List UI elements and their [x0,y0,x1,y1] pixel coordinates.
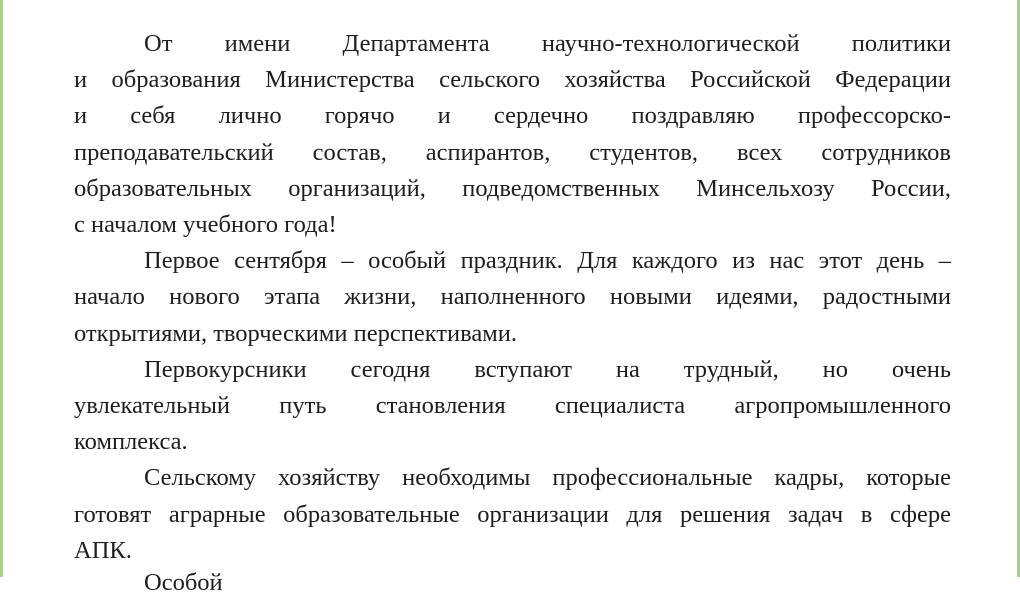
paragraph-first-september [74,243,951,352]
text-line: Первое сентября – особый праздник. Для каждого из нас этот день – [144,247,952,275]
letter-body [74,26,951,569]
cut-off-text: Особой [144,569,223,596]
text-line: и образования Министерства сельского хозяйства Российской Федерации [74,66,951,94]
text-line: От имени Департамента научно-технологической политики [144,30,951,57]
text-line: увлекательный путь становления специалиста агропромышленного [74,392,952,420]
cut-off-line [74,561,674,596]
paragraph-greeting [74,26,951,243]
text-line: Сельскому хозяйству необходимы профессиональные кадры, которые [144,464,952,492]
text-line: готовят аграрные образовательные организации для решения задач в сфере [74,500,951,528]
text-line: открытиями, творческими перспективами. [74,319,517,347]
text-line: и себя лично горячо и сердечно поздравляю профессорско- [74,102,951,130]
paragraph-agriculture-staff [74,460,951,569]
page-left-border [0,0,3,577]
paragraph-freshmen [74,352,951,461]
text-line: начало нового этапа жизни, наполненного новыми идеями, радостными [74,283,951,311]
text-line: комплекса. [74,428,188,456]
text-line: с началом учебного года! [74,211,337,239]
text-line: образовательных организаций, подведомственных Минсельхозу России, [74,174,951,202]
text-line: преподавательский состав, аспирантов, студентов, всех сотрудников [74,138,951,166]
text-line: АПК. [74,536,132,564]
text-line: Первокурсники сегодня вступают на трудный, но очень [144,355,951,383]
